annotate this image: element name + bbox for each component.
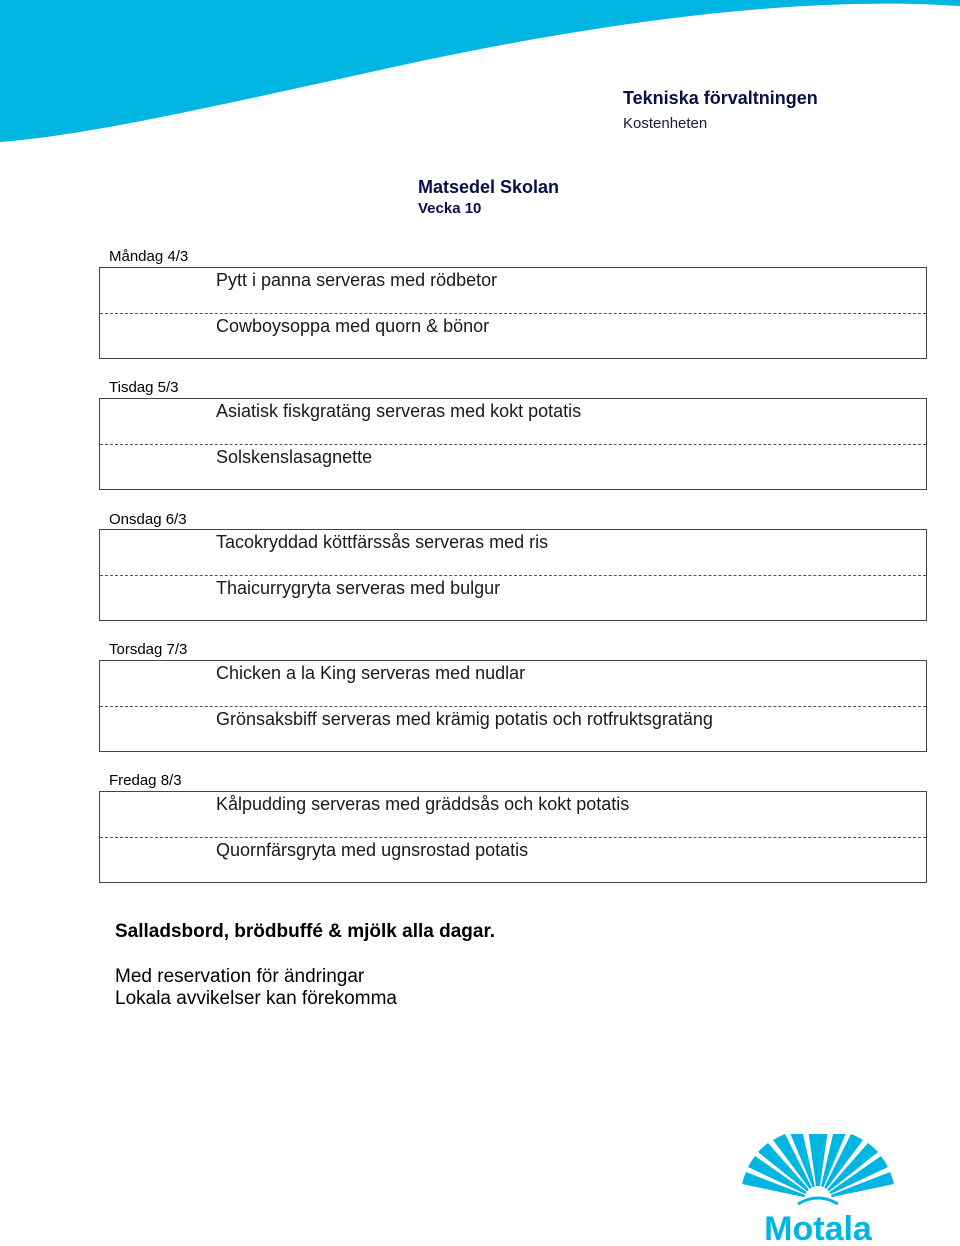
dish-1: Asiatisk fiskgratäng serveras med kokt potatis — [216, 401, 582, 421]
week-label: Vecka 10 — [418, 200, 482, 217]
organization-name: Tekniska förvaltningen — [623, 88, 818, 108]
local-variation-note: Lokala avvikelser kan förekomma — [115, 988, 397, 1009]
day-box-friday — [99, 791, 927, 883]
motala-logo — [738, 1134, 898, 1244]
page-title: Matsedel Skolan — [418, 177, 560, 197]
header-banner — [0, 0, 960, 145]
dashed-divider — [100, 444, 926, 445]
daily-offer-text: Salladsbord, brödbuffé & mjölk alla dagar. — [115, 921, 496, 942]
day-label-monday: Måndag 4/3 — [109, 248, 189, 265]
dashed-divider — [100, 575, 926, 576]
day-box-thursday — [99, 660, 927, 752]
dish-2: Cowboysoppa med quorn & bönor — [216, 316, 490, 336]
dish-1: Chicken a la King serveras med nudlar — [216, 663, 526, 683]
dashed-divider — [100, 706, 926, 707]
dish-2: Grönsaksbiff serveras med krämig potatis och rotfruktsgratäng — [216, 709, 713, 729]
dashed-divider — [100, 313, 926, 314]
dish-2: Quornfärsgryta med ugnsrostad potatis — [216, 840, 529, 860]
dish-2: Solskenslasagnette — [216, 447, 373, 467]
dish-1: Tacokryddad köttfärssås serveras med ris — [216, 532, 549, 552]
dish-1: Pytt i panna serveras med rödbetor — [216, 270, 498, 290]
day-box-wednesday — [99, 529, 927, 621]
logo-text: Motala — [764, 1210, 872, 1244]
dish-1: Kålpudding serveras med gräddsås och kokt potatis — [216, 794, 630, 814]
organization-unit: Kostenheten — [623, 115, 708, 132]
dish-2: Thaicurrygryta serveras med bulgur — [216, 578, 501, 598]
reservation-note: Med reservation för ändringar — [115, 966, 365, 987]
day-label-wednesday: Onsdag 6/3 — [109, 511, 187, 528]
day-label-thursday: Torsdag 7/3 — [109, 641, 188, 658]
dashed-divider — [100, 837, 926, 838]
day-label-tuesday: Tisdag 5/3 — [109, 379, 179, 396]
day-box-monday — [99, 267, 927, 359]
day-box-tuesday — [99, 398, 927, 490]
day-label-friday: Fredag 8/3 — [109, 772, 182, 789]
fan-icon — [742, 1134, 894, 1214]
